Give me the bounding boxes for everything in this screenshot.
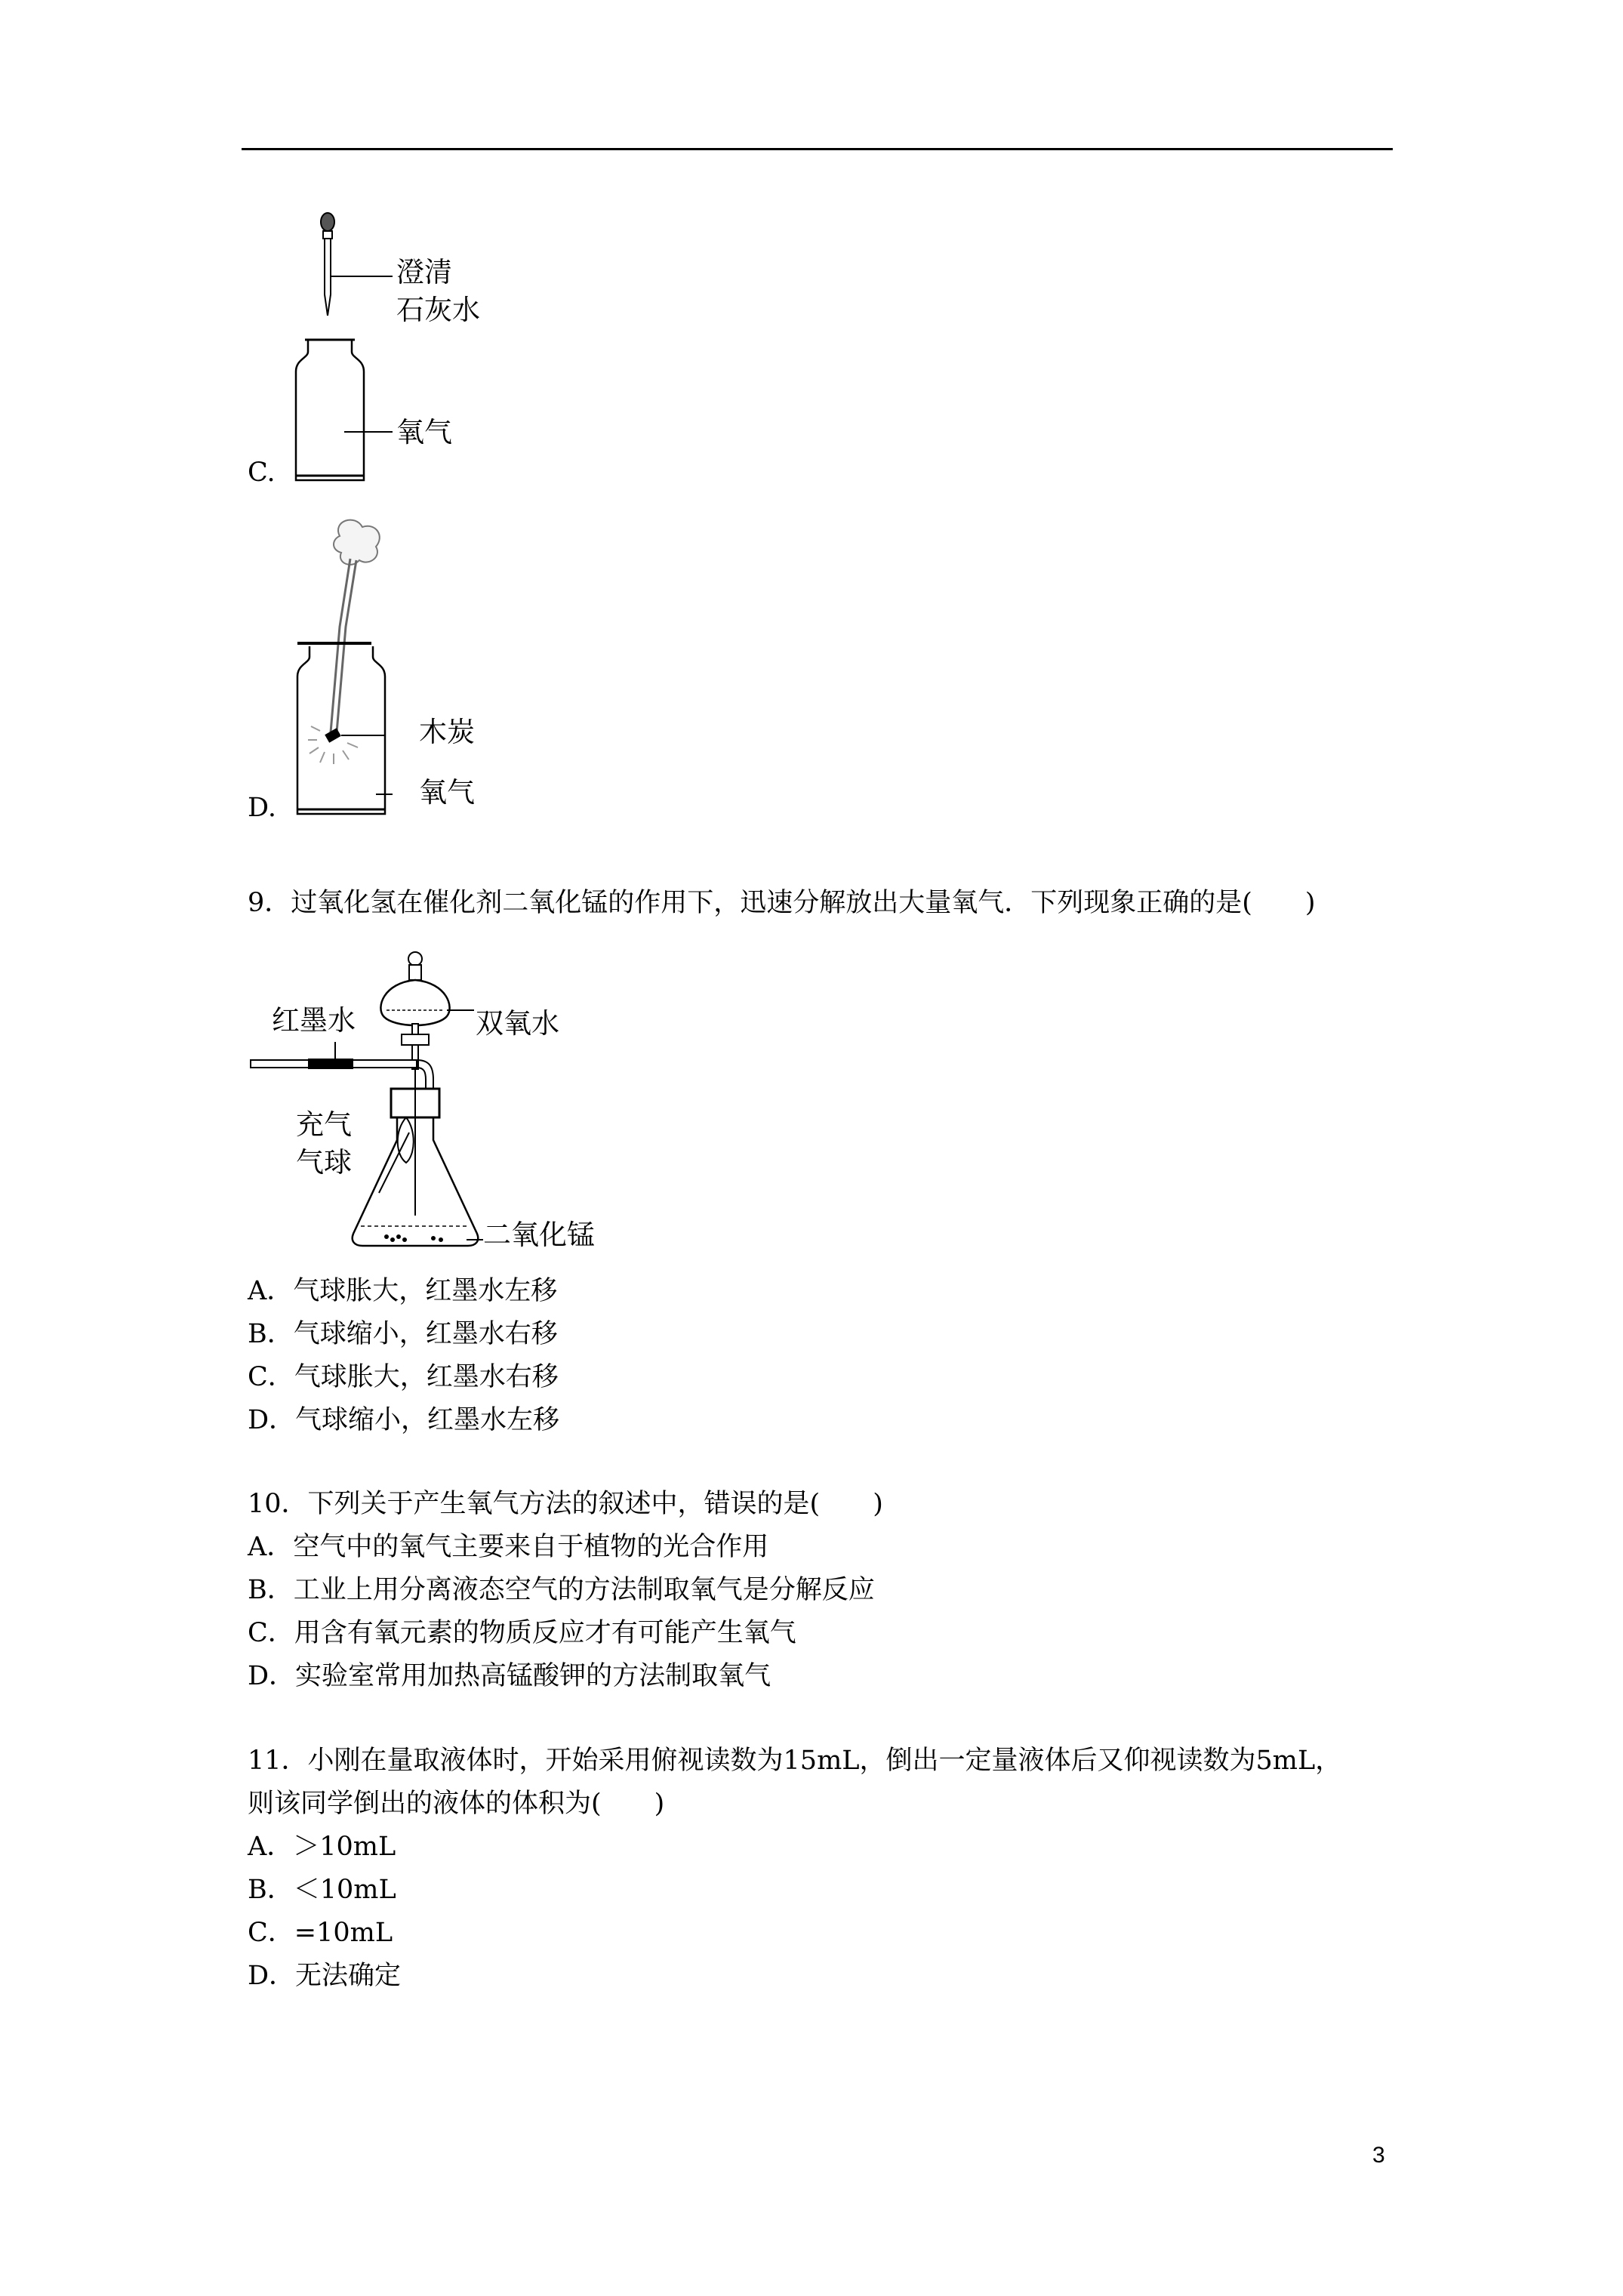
q11-option-b: B．＜10mL <box>248 1875 396 1905</box>
q10-option-b: B．工业上用分离液态空气的方法制取氧气是分解反应 <box>248 1575 875 1605</box>
hydrogen-peroxide-label: 双氧水 <box>476 1007 559 1040</box>
q10-option-c: C．用含有氧元素的物质反应才有可能产生氧气 <box>248 1618 796 1648</box>
question-9-stem: 9．过氧化氢在催化剂二氧化锰的作用下，迅速分解放出大量氧气．下列现象正确的是( ) <box>248 888 1316 918</box>
question-10-stem: 10．下列关于产生氧气方法的叙述中，错误的是( ) <box>248 1489 883 1519</box>
charcoal-bottle-figure <box>287 513 528 823</box>
charcoal-label: 木炭 <box>419 716 475 748</box>
option-d-marker: D. <box>248 793 276 823</box>
balloon-label-2: 气球 <box>296 1146 352 1179</box>
question-11-stem-line2: 则该同学倒出的液体的体积为( ) <box>248 1789 665 1819</box>
q11-option-d: D．无法确定 <box>248 1961 402 1991</box>
limewater-label-2: 石灰水 <box>396 294 480 326</box>
balloon-label-1: 充气 <box>296 1108 352 1141</box>
header-rule <box>242 148 1393 150</box>
oxygen-label-d: 氧气 <box>419 776 475 809</box>
q9-option-d: D．气球缩小，红墨水左移 <box>248 1405 560 1435</box>
flask-apparatus-figure <box>248 944 595 1261</box>
limewater-label-1: 澄清 <box>396 256 452 288</box>
q10-option-d: D．实验室常用加热高锰酸钾的方法制取氧气 <box>248 1661 771 1691</box>
page-number: 3 <box>1372 2143 1385 2168</box>
oxygen-label-c: 氧气 <box>396 416 452 448</box>
q9-option-b: B．气球缩小，红墨水右移 <box>248 1319 558 1349</box>
red-ink-label: 红墨水 <box>272 1004 356 1037</box>
question-11-stem-line1: 11．小刚在量取液体时，开始采用俯视读数为15mL，倒出一定量液体后又仰视读数为5mL， <box>248 1746 1342 1776</box>
q9-option-a: A．气球胀大，红墨水左移 <box>248 1276 558 1306</box>
q11-option-c: C．=10mL <box>248 1918 393 1948</box>
mno2-label: 二氧化锰 <box>483 1219 595 1251</box>
q11-option-a: A．＞10mL <box>248 1832 396 1862</box>
q9-option-c: C．气球胀大，红墨水右移 <box>248 1362 559 1392</box>
q10-option-a: A．空气中的氧气主要来自于植物的光合作用 <box>248 1532 769 1562</box>
option-c-marker: C. <box>248 458 276 488</box>
